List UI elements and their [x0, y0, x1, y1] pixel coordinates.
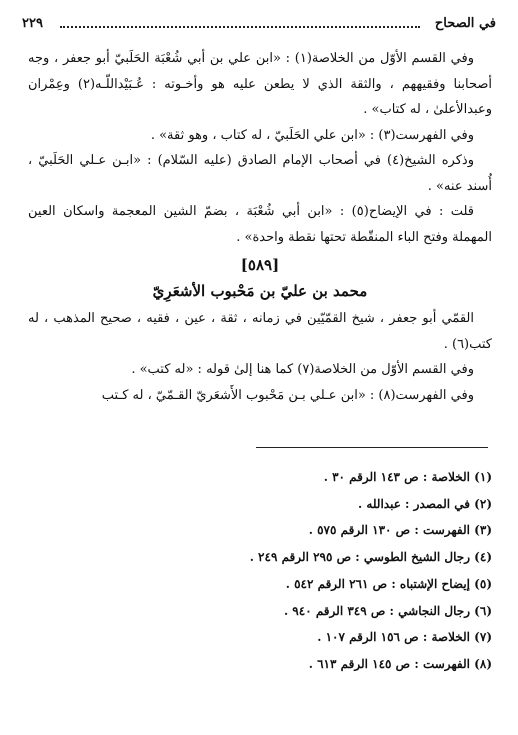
- footnote-1: (١) الخلاصة : ص ١٤٣ الرقم ٣٠ .: [323, 470, 492, 484]
- footnote-8: (٨) الفهرست : ص ١٤٥ الرقم ٦١٣ .: [308, 656, 492, 671]
- footnotes: [30, 464, 492, 678]
- page-number: ٢٢٩: [22, 16, 43, 31]
- footnote-separator: [256, 447, 488, 448]
- footnote-4: (٤) رجال الشيخ الطوسي : ص ٢٩٥ الرقم ٢٤٩ .: [249, 550, 492, 565]
- paragraph-qummi: القمّي أبو جعفر ، شيخ القمّيّين في زمانه ، ثقة ، عين ، فقيه ، صحيح المذهب ، له كتب(٦) .: [28, 311, 492, 352]
- footnote-6: (٦) رجال النجاشي : ص ٣٤٩ الرقم ٩٤٠ .: [283, 603, 492, 618]
- running-header: [22, 16, 496, 36]
- footnote-7: (٧) الخلاصة : ص ١٥٦ الرقم ١٠٧ .: [317, 630, 492, 645]
- footnote-2: (٢) في المصدر : عبدالله .: [358, 496, 492, 511]
- paragraph-khulasa: وفي القسم الأوّل من الخلاصة(١) : «ابن علي بن أبي شُعْبَة الحَلَبيّ أبو جعفر ، وجه أصحابنا وفقيههم ، والثقة الذي لا يطعن عليه هو وأخـوته : عُـبَيْداللّـه(٢) وعِمْران وعبدالأعلىٰ ، له كتاب» .: [28, 51, 492, 117]
- paragraph-idah: قلت : في الإيضاح(٥) : «ابن أبي شُعْبَة ، بضمّ الشين المعجمة واسكان العين المهملة وفتح الباء المنقّطة تحتها نقطة واحدة» .: [28, 204, 492, 245]
- paragraph-khulasa-2: وفي القسم الأوّل من الخلاصة(٧) كما هنا إلىٰ قوله : «له كتب» .: [131, 362, 474, 377]
- entry-title: محمد بن عليّ بن مَحْبوب الأشعَرِيّ: [152, 282, 368, 300]
- paragraph-fihrist-2: وفي الفهرست(٨) : «ابن عـلي بـن مَحْبوب الأَشعَريّ القـمّيّ ، له كـتب: [101, 387, 474, 403]
- entry-number: [٥٨٩]: [240, 256, 280, 274]
- paragraph-fihrist: وفي الفهرست(٣) : «ابن علي الحَلَبيّ ، له كتاب ، وهو ثقة» .: [150, 127, 474, 143]
- running-title: في الصحاح: [434, 16, 496, 31]
- dotted-leader: [60, 26, 420, 28]
- paragraph-shaykh: وذكره الشيخ(٤) في أصحاب الإمام الصادق (عليه السّلام) : «ابـن عـلي الحَلَبيّ ، أُسند عنه» .: [28, 153, 492, 194]
- main-text: [28, 46, 492, 408]
- footnote-5: (٥) إيضاح الإشتباه : ص ٢٦١ الرقم ٥٤٢ .: [285, 576, 492, 591]
- footnote-3: (٣) الفهرست : ص ١٣٠ الرقم ٥٧٥ .: [308, 523, 492, 538]
